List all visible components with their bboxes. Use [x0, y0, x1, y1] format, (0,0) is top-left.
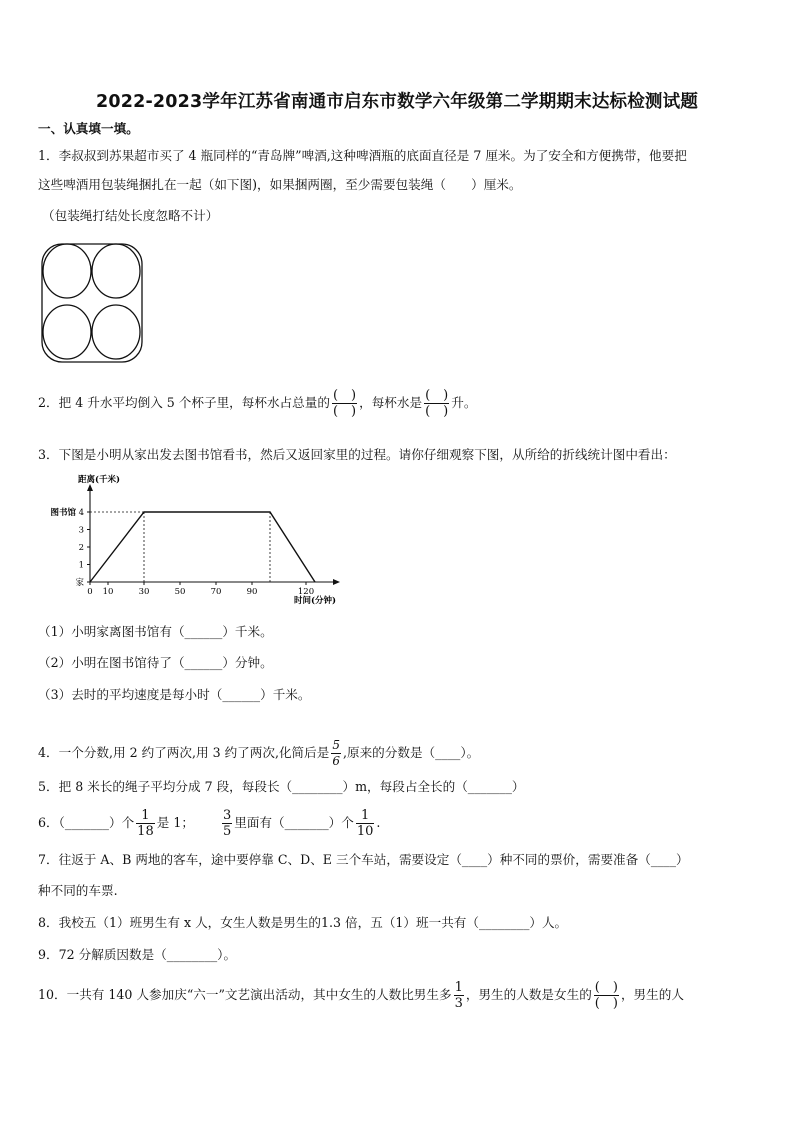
series-line: [90, 512, 315, 582]
q6-fraction-1: [136, 808, 155, 839]
q5-line: 5．把 8 米长的绳子平均分成 7 段，每段长（________）m，每段占全长的（_______）: [38, 779, 525, 794]
q3-sub3: （3）去时的平均速度是每小时（______）千米。: [38, 687, 311, 702]
y-axis-title: 距离(千米): [78, 475, 121, 485]
bottle-circle: [43, 244, 91, 298]
q10-text-b: ，男生的人数是女生的: [465, 987, 592, 1002]
q4-line: [38, 738, 479, 769]
blank-numerator: ( ): [332, 388, 357, 403]
y-tick-label: 2: [78, 543, 84, 553]
q6-fraction-3: [356, 808, 375, 839]
y-tick-label: 4: [78, 508, 84, 518]
y-top-label: 图书馆: [50, 508, 76, 518]
blank-numerator: ( ): [425, 388, 449, 403]
fraction-denominator: 6: [332, 754, 340, 768]
q4-text-a: 4．一个分数,用 2 约了两次,用 3 约了两次,化简后是: [38, 745, 330, 760]
q2-text-c: 升。: [451, 395, 477, 410]
y-tick-label: 1: [78, 560, 84, 571]
y-axis-arrow: [87, 484, 93, 491]
q2-text-b: ，每杯水是: [359, 395, 423, 410]
fraction-denominator: 3: [454, 996, 463, 1011]
q2-fraction-blank-2: [424, 388, 449, 419]
x-tick-label: 10: [102, 587, 114, 597]
q6-text-b: 是 1；: [156, 815, 194, 830]
q2-fraction-blank-1: [332, 388, 357, 419]
fraction-denominator: 10: [356, 824, 374, 839]
blank-denominator: ( ): [332, 404, 357, 419]
q3-sub2: （2）小明在图书馆待了（______）分钟。: [38, 655, 273, 670]
fraction-numerator: 5: [332, 738, 340, 752]
q6-text-c: 里面有（_______）个: [234, 815, 354, 830]
q7-line2: 种不同的车票.: [38, 883, 118, 898]
q2-text-a: 2．把 4 升水平均倒入 5 个杯子里，每杯水占总量的: [38, 395, 330, 410]
x-tick-label: 30: [138, 587, 150, 597]
q1-line2: 这些啤酒用包装绳捆扎在一起（如下图)，如果捆两圈，至少需要包装绳（ ）厘米。: [38, 177, 522, 192]
q3-sub1: （1）小明家离图书馆有（______）千米。: [38, 624, 273, 639]
x-axis-arrow: [333, 579, 340, 585]
fraction-numerator: 3: [222, 808, 232, 823]
section-heading: 一、认真填一填。: [38, 121, 139, 136]
fraction-numerator: 1: [356, 808, 375, 824]
y-tick-label: 3: [78, 525, 84, 536]
blank-denominator: ( ): [594, 996, 618, 1011]
x-tick-label: 70: [210, 587, 222, 597]
q10-text-a: 10．一共有 140 人参加庆“六一”文艺演出活动，其中女生的人数比男生多: [38, 987, 452, 1002]
q8-line: 8．我校五（1）班男生有 x 人，女生人数是男生的1.3 倍，五（1）班一共有（________）人。: [38, 915, 568, 930]
q4-fraction: [331, 738, 341, 769]
q1-note: （包装绳打结处长度忽略不计）: [42, 208, 219, 223]
q6-fraction-2: [222, 808, 232, 839]
rope-outline: [42, 244, 142, 362]
fraction-denominator: 18: [137, 824, 154, 839]
fraction-denominator: 5: [222, 824, 232, 839]
blank-numerator: ( ): [594, 980, 618, 995]
x-tick-label: 120: [297, 587, 315, 597]
fraction-numerator: 1: [454, 980, 463, 995]
x-tick-label: 0: [87, 587, 93, 597]
q2-line: [38, 388, 476, 419]
q6-line: [38, 808, 380, 839]
bottle-circle: [43, 305, 91, 359]
x-tick-label: 50: [174, 587, 186, 597]
q4-text-b: ,原来的分数是（____）。: [342, 745, 480, 760]
q9-line: 9．72 分解质因数是（________）。: [38, 947, 237, 962]
q10-line: [38, 980, 684, 1011]
q3-intro: 3．下图是小明从家出发去图书馆看书，然后又返回家里的过程。请你仔细观察下图，从所给的折线统计图中看出：: [38, 447, 676, 462]
blank-denominator: ( ): [425, 404, 449, 419]
x-axis-title: 时间(分钟): [294, 596, 337, 606]
q1-line1: 1．李叔叔到苏果超市买了 4 瓶同样的“青岛牌”啤酒,这种啤酒瓶的底面直径是 7 厘米。为了安全和方便携带，他要把: [38, 148, 687, 163]
distance-time-line-chart: [38, 472, 337, 610]
page-title: 2022-2023学年江苏省南通市启东市数学六年级第二学期期末达标检测试题: [95, 92, 699, 112]
y-tick-label: 家: [75, 578, 84, 588]
q6-text-d: .: [376, 815, 381, 830]
bottles-bundle-figure: [36, 241, 148, 367]
q10-text-c: ，男生的人: [620, 987, 684, 1002]
bottle-circle: [92, 244, 140, 298]
q10-fraction-blank: [594, 980, 619, 1011]
q10-fraction: [454, 980, 464, 1011]
q7-line1: 7．往返于 A、B 两地的客车，途中要停靠 C、D、E 三个车站，需要设定（____）种不同的票价，需要准备（____）: [38, 852, 689, 867]
x-tick-label: 90: [246, 587, 258, 597]
bottle-circle: [92, 305, 140, 359]
fraction-numerator: 1: [136, 808, 155, 824]
q6-text-a: 6．（_______）个: [38, 815, 135, 830]
